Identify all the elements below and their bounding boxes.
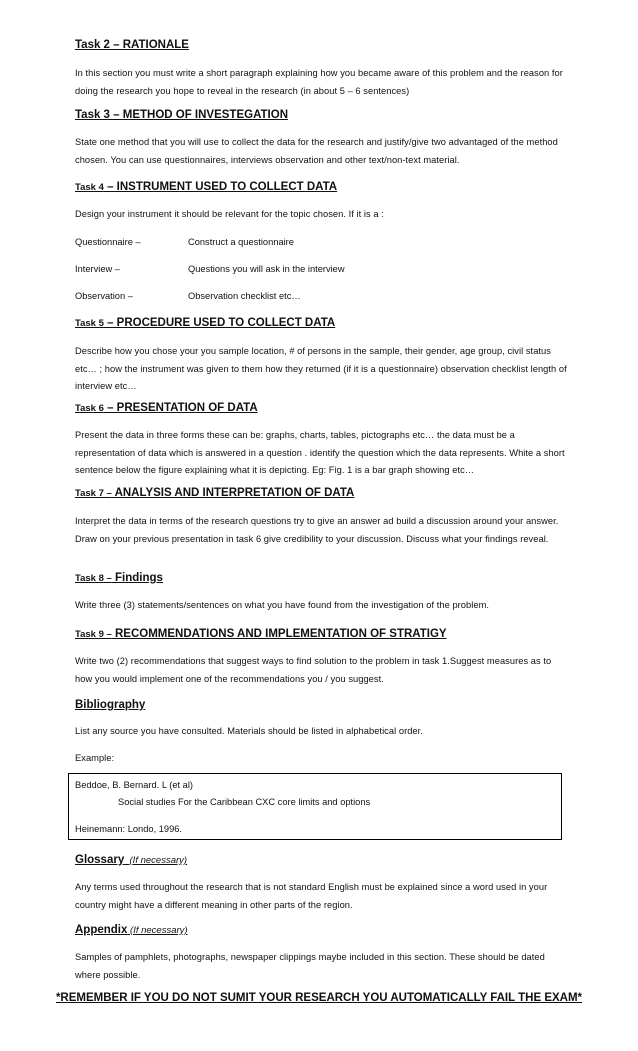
task8-body: Write three (3) statements/sentences on what you have found from the investigation of the problem. xyxy=(75,600,490,610)
instrument-description: Questions you will ask in the interview xyxy=(188,264,345,274)
bibliography-example-box xyxy=(68,773,562,840)
task7-prefix: Task 7 – xyxy=(75,488,112,499)
task8-heading xyxy=(75,571,570,586)
task7-title: ANALYSIS AND INTERPRETATION OF DATA xyxy=(111,487,355,499)
task6-body: Present the data in three forms these can be: graphs, charts, tables, pictographs etc… the data must be a representation of data which is answered in a question . identify the question which the data represents. White a short sentence below the figure explaining what it is depicting. Eg: Fig. 1 is a bar graph showing etc… xyxy=(75,430,565,475)
instrument-row xyxy=(75,262,345,276)
example-label: Example: xyxy=(75,753,115,763)
appendix-title: Appendix xyxy=(75,924,128,936)
appendix-body: Samples of pamphlets, photographs, newspaper clippings maybe included in this section. These should be dated where possible. xyxy=(75,952,545,980)
task2-heading: Task 2 – RATIONALE xyxy=(75,39,189,51)
task6-title: – PRESENTATION OF DATA xyxy=(103,402,258,414)
task8-title: Findings xyxy=(111,572,163,584)
task6-heading xyxy=(75,401,570,416)
task5-title: – PROCEDURE USED TO COLLECT DATA xyxy=(103,317,336,329)
task4-body: Design your instrument it should be relevant for the topic chosen. If it is a : xyxy=(75,209,384,219)
example-title: Social studies For the Caribbean CXC core limits and options xyxy=(118,797,371,807)
task4-title: – INSTRUMENT USED TO COLLECT DATA xyxy=(103,181,338,193)
instrument-type: Interview – xyxy=(75,264,120,274)
task7-body: Interpret the data in terms of the research questions try to give an answer ad build a discussion around your answer. Draw on your previous presentation in task 6 give credibility to your discussion. Discuss what your findings reveal. xyxy=(75,516,559,544)
task7-heading xyxy=(75,486,570,501)
task3-body: State one method that you will use to collect the data for the research and justify/give two advantaged of the method chosen. You can use questionnaires, interviews observation and other text/non-text material. xyxy=(75,137,558,165)
task8-prefix: Task 8 – xyxy=(75,573,112,584)
task6-prefix: Task 6 xyxy=(75,403,104,414)
task5-prefix: Task 5 xyxy=(75,318,104,329)
bibliography-body: List any source you have consulted. Materials should be listed in alphabetical order. xyxy=(75,726,423,736)
task4-prefix: Task 4 xyxy=(75,182,104,193)
task2-body: In this section you must write a short paragraph explaining how you became aware of this problem and the reason for doing the research you hope to reveal in the research (in about 5 – 6 sentences) xyxy=(75,68,563,96)
glossary-heading xyxy=(75,853,570,868)
instrument-type: Observation – xyxy=(75,291,133,301)
task9-body: Write two (2) recommendations that suggest ways to find solution to the problem in task 1.Suggest measures as to how you would implement one of the recommendations you / you suggest. xyxy=(75,656,552,684)
example-publisher: Heinemann: Londo, 1996. xyxy=(75,824,182,834)
task9-heading xyxy=(75,627,570,642)
task4-heading xyxy=(75,180,570,195)
instrument-row xyxy=(75,289,301,303)
bibliography-heading: Bibliography xyxy=(75,699,146,711)
task9-title: RECOMMENDATIONS AND IMPLEMENTATION OF STRATIGY xyxy=(111,628,447,640)
appendix-note: (If necessary) xyxy=(130,925,188,936)
instrument-description: Observation checklist etc… xyxy=(188,291,301,301)
glossary-title: Glossary xyxy=(75,854,125,866)
task5-body: Describe how you chose your you sample location, # of persons in the sample, their gender, age group, civil status etc… ; how the instrument was given to them how they returned (if it is a questionnaire) observation checklist length of interview etc… xyxy=(75,346,567,391)
task5-heading xyxy=(75,316,570,331)
appendix-heading xyxy=(75,923,570,938)
task3-heading: Task 3 – METHOD OF INVESTEGATION xyxy=(75,109,288,121)
task9-prefix: Task 9 – xyxy=(75,629,112,640)
example-author: Beddoe, B. Bernard. L (et al) xyxy=(75,780,193,790)
instrument-row xyxy=(75,235,294,249)
instrument-type: Questionnaire – xyxy=(75,237,141,247)
glossary-body: Any terms used throughout the research that is not standard English must be explained since a word used in your country might have a different meaning in other parts of the region. xyxy=(75,882,548,910)
instrument-description: Construct a questionnaire xyxy=(188,237,294,247)
final-warning: *REMEMBER IF YOU DO NOT SUMIT YOUR RESEARCH YOU AUTOMATICALLY FAIL THE EXAM* xyxy=(55,992,583,1004)
glossary-note: (If necessary) xyxy=(129,855,188,866)
